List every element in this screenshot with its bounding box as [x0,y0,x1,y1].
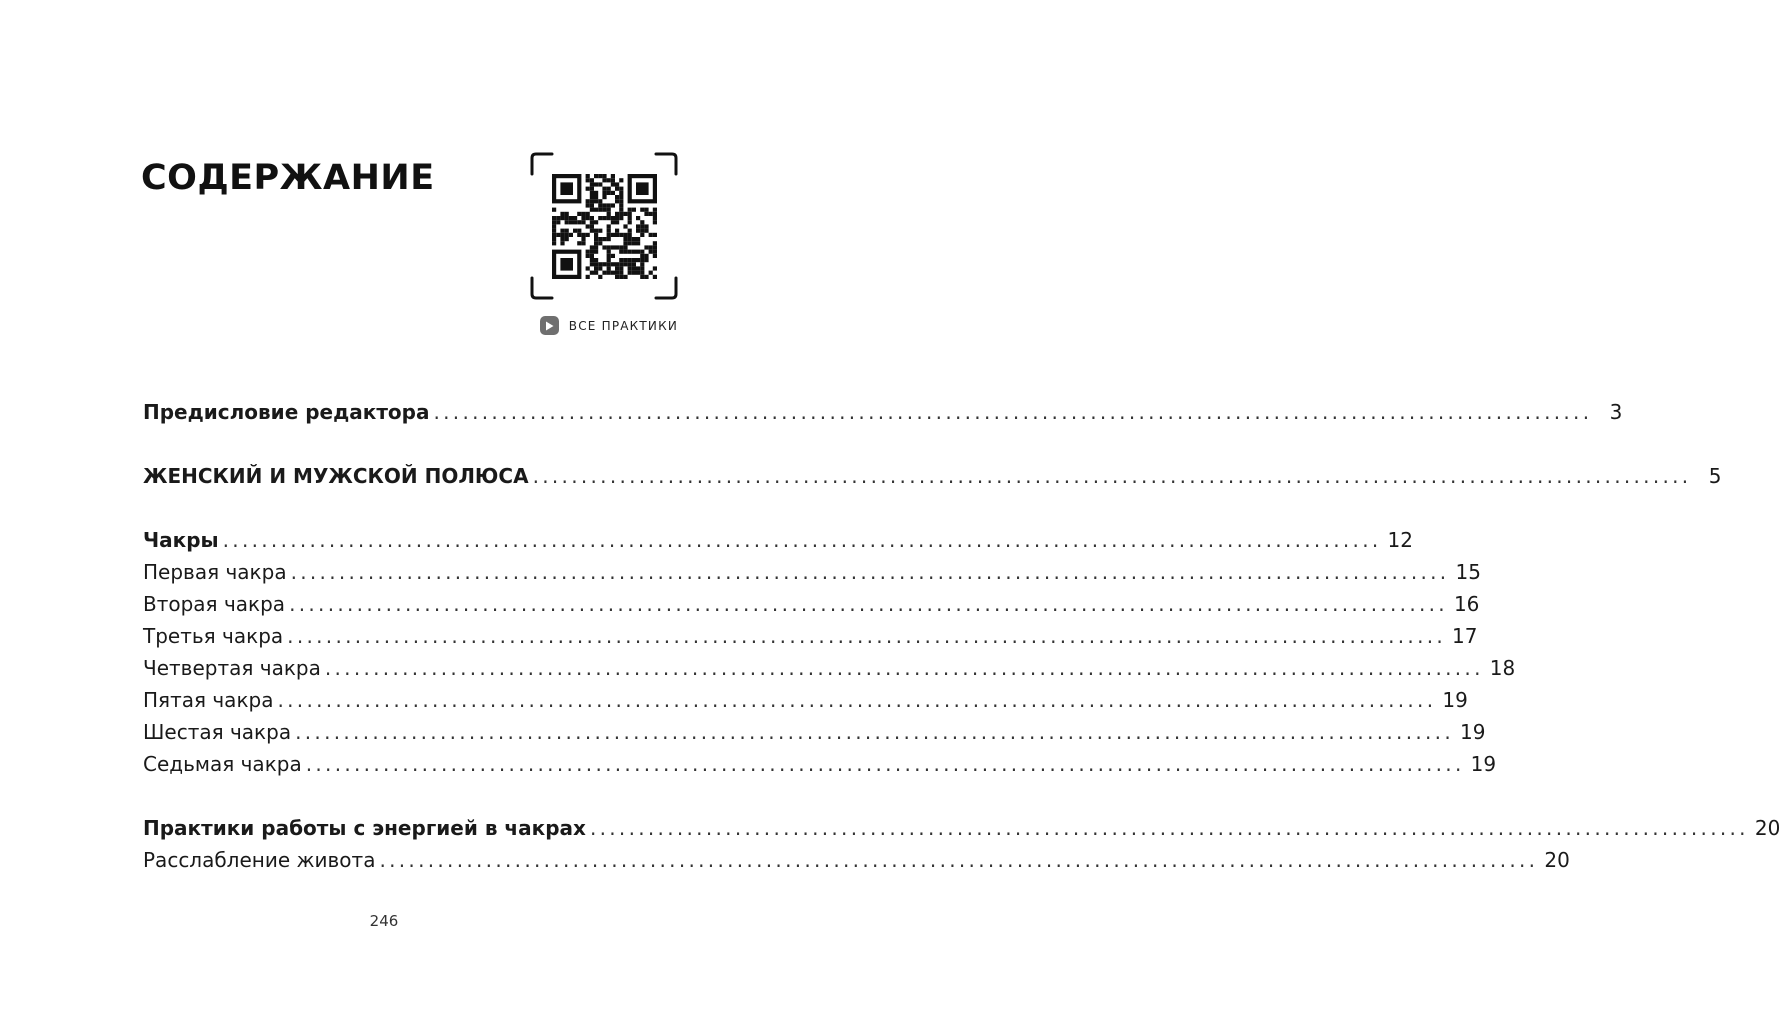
toc-entry[interactable] [143,748,1497,780]
page-number: 246 [369,912,399,930]
toc-entry-page: 15 [1455,560,1481,584]
toc-entry-page: 18 [1489,656,1516,680]
toc-entry[interactable] [143,620,1478,652]
qr-code[interactable] [530,152,678,300]
toc-entry-page: 16 [1453,592,1480,616]
toc-dot-leader: ........................................................................................................................ [277,688,1437,712]
toc-entry-label: ЖЕНСКИЙ И МУЖСКОЙ ПОЛЮСА [143,464,529,488]
toc-entry[interactable] [143,652,1516,684]
toc-entry-label: Чакры [143,528,219,552]
page-title: СОДЕРЖАНИЕ [141,158,435,198]
toc-entry-label: Вторая чакра [143,592,286,616]
toc-entry[interactable] [143,812,1780,844]
toc-entry-label: Седьмая чакра [143,752,302,776]
toc-entry[interactable] [143,716,1486,748]
toc-entry[interactable] [143,556,1481,588]
qr-block [530,152,678,335]
toc-dot-leader: ........................................................................................................................ [289,592,1448,616]
qr-modules [552,174,657,279]
toc-dot-leader: ........................................................................................................................ [287,624,1447,648]
toc-entry[interactable] [143,460,1722,492]
toc-entry[interactable] [143,524,1413,556]
toc-dot-leader: ........................................................................................................................ [532,464,1692,488]
toc-dot-leader: ........................................................................................................................ [379,848,1539,872]
toc-entry-page: 5 [1708,464,1722,488]
toc-entry-page: 19 [1470,752,1497,776]
toc-entry-page: 20 [1754,816,1780,840]
toc-entry-page: 20 [1544,848,1570,872]
toc-entry-page: 19 [1442,688,1468,712]
toc-entry-label: Пятая чакра [143,688,274,712]
toc-entry-label: Четвертая чакра [143,656,321,680]
toc-entry-label: Третья чакра [143,624,284,648]
toc-entry-page: 3 [1609,400,1623,424]
toc-dot-leader: ........................................................................................................................ [324,656,1484,680]
toc-dot-leader: ........................................................................................................................ [305,752,1465,776]
qr-caption[interactable] [530,316,678,335]
toc-entry-label: Предисловие редактора [143,400,430,424]
toc-entry-label: Расслабление живота [143,848,376,872]
toc-dot-leader: ........................................................................................................................ [290,560,1450,584]
qr-caption-text: ВСЕ ПРАКТИКИ [568,318,678,333]
toc-dot-leader: ........................................................................................................................ [295,720,1454,744]
toc-entry-page: 12 [1387,528,1413,552]
qr-code-graphic [530,152,678,300]
toc-entry[interactable] [143,396,1623,428]
toc-dot-leader: ........................................................................................................................ [222,528,1382,552]
toc-entry-page: 19 [1459,720,1486,744]
toc-entry-page: 17 [1452,624,1478,648]
toc-entry[interactable] [143,588,1480,620]
toc-entry-label: Шестая чакра [143,720,292,744]
table-of-contents [143,396,1780,876]
toc-dot-leader: ........................................................................................................................ [589,816,1749,840]
play-icon [540,316,559,335]
toc-entry[interactable] [143,684,1468,716]
toc-entry-label: Практики работы с энергией в чакрах [143,816,586,840]
toc-entry-label: Первая чакра [143,560,287,584]
toc-dot-leader: ........................................................................................................................ [433,400,1593,424]
toc-entry[interactable] [143,844,1570,876]
